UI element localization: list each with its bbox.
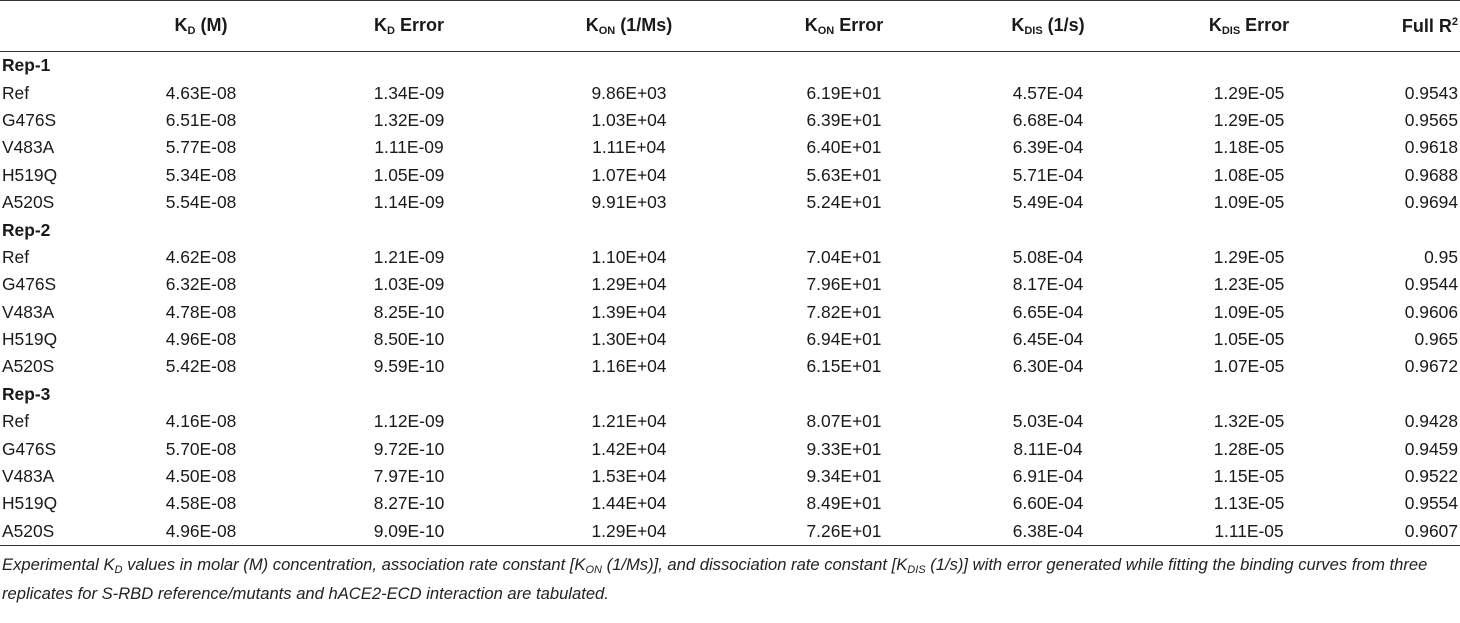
table-cell: 0.9544 xyxy=(1404,274,1458,295)
table-cell: 0.9618 xyxy=(1404,137,1458,158)
table-row xyxy=(0,134,1460,161)
table-cell: 5.63E+01 xyxy=(806,164,882,185)
column-header-unit: Error xyxy=(1240,15,1290,35)
column-header-unit: (1/Ms) xyxy=(615,15,673,35)
table-cell: 6.32E-08 xyxy=(165,274,237,295)
group-row xyxy=(0,52,1460,80)
table-cell: 7.97E-10 xyxy=(373,466,445,487)
table-cell: 5.49E-04 xyxy=(1012,192,1084,213)
table-cell: 4.63E-08 xyxy=(165,82,237,103)
column-header-main: K xyxy=(1011,15,1025,35)
column-header-main: K xyxy=(804,15,818,35)
table-cell: 5.08E-04 xyxy=(1012,246,1084,267)
table-body xyxy=(0,52,1460,546)
column-header-subscript: DIS xyxy=(1221,25,1241,37)
row-label: A520S xyxy=(0,518,104,546)
column-header-subscript: ON xyxy=(817,25,835,37)
column-header-main: K xyxy=(1208,15,1222,35)
table-cell: 7.96E+01 xyxy=(806,274,882,295)
table-cell: 5.77E-08 xyxy=(165,137,237,158)
table-cell: 1.07E+04 xyxy=(591,164,667,185)
table-row xyxy=(0,107,1460,134)
table-cell: 1.11E-05 xyxy=(1146,518,1352,546)
table-cell: 0.9688 xyxy=(1404,164,1458,185)
group-label: Rep-3 xyxy=(2,383,51,404)
table-cell: 6.68E-04 xyxy=(1012,109,1084,130)
table-cell: 1.11E+04 xyxy=(592,137,666,158)
header-corner xyxy=(0,1,104,52)
table-cell: 1.32E-05 xyxy=(1213,411,1285,432)
table-cell: 1.10E+04 xyxy=(591,246,667,267)
table-row xyxy=(0,189,1460,216)
table-row xyxy=(0,271,1460,298)
row-label: V483A xyxy=(2,301,55,322)
table-cell: 4.96E-08 xyxy=(165,329,237,350)
table-cell: 4.62E-08 xyxy=(165,246,237,267)
table-cell: 1.39E+04 xyxy=(591,301,667,322)
table-cell: 6.60E-04 xyxy=(1012,493,1084,514)
table-cell: 1.12E-09 xyxy=(373,411,445,432)
caption-text: (1/s)] with error generated while fitting the binding curves from three replicates for S-RBD reference/mutants and hACE2-ECD interaction are tabulated. xyxy=(2,555,1428,603)
table-cell: 1.42E+04 xyxy=(591,438,667,459)
table-cell: 1.23E-05 xyxy=(1213,274,1285,295)
table-cell: 6.39E+01 xyxy=(806,109,882,130)
row-label: Ref xyxy=(2,82,30,103)
table-row xyxy=(0,435,1460,462)
row-label: V483A xyxy=(2,137,55,158)
table-cell: 0.9543 xyxy=(1404,82,1458,103)
table-cell: 4.57E-04 xyxy=(1012,82,1084,103)
table-cell: 1.29E-05 xyxy=(1213,82,1285,103)
table-cell: 1.09E-05 xyxy=(1213,192,1285,213)
table-cell: 1.05E-05 xyxy=(1213,329,1285,350)
column-header-unit: (M) xyxy=(195,15,228,35)
caption-text: (1/Ms)], and dissociation rate constant [K xyxy=(601,555,908,574)
table-cell: 5.70E-08 xyxy=(165,438,237,459)
table-cell: 6.94E+01 xyxy=(806,329,882,350)
table-cell: 0.965 xyxy=(1414,329,1458,350)
table-cell: 6.19E+01 xyxy=(806,82,882,103)
table-cell: 8.25E-10 xyxy=(373,301,445,322)
table-cell: 5.34E-08 xyxy=(165,164,237,185)
table-cell: 9.91E+03 xyxy=(591,192,667,213)
table-cell: 1.03E-09 xyxy=(373,274,445,295)
table-cell: 1.34E-09 xyxy=(373,82,445,103)
column-header-unit: Error xyxy=(834,15,884,35)
column-header-main: Full R xyxy=(1401,15,1452,36)
caption-text: Experimental K xyxy=(2,555,115,574)
table-cell: 0.9459 xyxy=(1404,438,1458,459)
table-cell: 1.21E-09 xyxy=(373,246,445,267)
table-cell: 8.27E-10 xyxy=(373,493,445,514)
table-row xyxy=(0,326,1460,353)
table-header xyxy=(0,1,1460,52)
column-header-main: K xyxy=(585,15,599,35)
table-cell: 8.11E-04 xyxy=(1013,438,1083,459)
column-header xyxy=(1146,1,1352,52)
table-cell: 0.9694 xyxy=(1404,192,1458,213)
header-row xyxy=(0,1,1460,52)
column-header xyxy=(298,1,520,52)
table-cell: 1.05E-09 xyxy=(373,164,445,185)
table-cell: 1.28E-05 xyxy=(1213,438,1285,459)
table-cell: 1.13E-05 xyxy=(1213,493,1285,514)
row-label: H519Q xyxy=(2,493,58,514)
table-cell: 0.95 xyxy=(1424,246,1458,267)
table-row xyxy=(0,490,1460,517)
row-label: G476S xyxy=(2,274,57,295)
table-cell: 7.82E+01 xyxy=(806,301,882,322)
table-row xyxy=(0,299,1460,326)
group-row xyxy=(0,216,1460,243)
table-row xyxy=(0,244,1460,271)
table-cell: 1.21E+04 xyxy=(591,411,667,432)
table-cell: 9.09E-10 xyxy=(298,518,520,546)
table-cell: 5.42E-08 xyxy=(165,356,237,377)
table-cell: 1.09E-05 xyxy=(1213,301,1285,322)
table-cell: 5.54E-08 xyxy=(165,192,237,213)
table-cell: 5.03E-04 xyxy=(1012,411,1084,432)
column-header-main: K xyxy=(174,15,188,35)
table-cell: 5.71E-04 xyxy=(1012,164,1084,185)
table-cell: 1.15E-05 xyxy=(1213,466,1285,487)
row-label: A520S xyxy=(2,356,55,377)
group-label: Rep-1 xyxy=(2,55,51,76)
table-cell: 6.39E-04 xyxy=(1012,137,1084,158)
table-cell: 6.40E+01 xyxy=(806,137,882,158)
table-cell: 1.07E-05 xyxy=(1213,356,1285,377)
table-cell: 6.91E-04 xyxy=(1012,466,1084,487)
row-label: H519Q xyxy=(2,164,58,185)
table-cell: 6.45E-04 xyxy=(1012,329,1084,350)
table-cell: 1.29E+04 xyxy=(591,274,667,295)
column-header-subscript: D xyxy=(187,25,196,37)
table-cell: 1.16E+04 xyxy=(591,356,667,377)
table-cell: 1.14E-09 xyxy=(373,192,445,213)
caption-subscript: DIS xyxy=(907,564,926,576)
table-cell: 1.29E-05 xyxy=(1213,246,1285,267)
column-header-subscript: ON xyxy=(598,25,616,37)
table-cell: 4.16E-08 xyxy=(165,411,237,432)
table-cell: 0.9565 xyxy=(1404,109,1458,130)
table-cell: 6.30E-04 xyxy=(1012,356,1084,377)
table-cell: 4.78E-08 xyxy=(165,301,237,322)
table-cell: 1.30E+04 xyxy=(591,329,667,350)
group-label: Rep-2 xyxy=(2,219,51,240)
table-cell: 1.18E-05 xyxy=(1213,137,1285,158)
table-cell: 0.9554 xyxy=(1404,493,1458,514)
table-row xyxy=(0,408,1460,435)
table-cell: 4.58E-08 xyxy=(165,493,237,514)
column-header xyxy=(520,1,738,52)
column-header-subscript: D xyxy=(387,25,395,37)
table-cell: 0.9607 xyxy=(1352,518,1460,546)
table-cell: 7.26E+01 xyxy=(738,518,950,546)
caption-subscript: ON xyxy=(585,564,602,576)
table-cell: 9.33E+01 xyxy=(806,438,882,459)
column-header xyxy=(950,1,1146,52)
column-header-superscript: 2 xyxy=(1451,15,1458,28)
caption-subscript: D xyxy=(114,564,123,576)
table-cell: 9.59E-10 xyxy=(373,356,445,377)
table-cell: 6.38E-04 xyxy=(950,518,1146,546)
table-row xyxy=(0,353,1460,380)
column-header xyxy=(104,1,298,52)
table-row xyxy=(0,79,1460,106)
table-cell: 0.9606 xyxy=(1404,301,1458,322)
table-cell: 1.03E+04 xyxy=(591,109,667,130)
row-label: Ref xyxy=(2,411,30,432)
table-cell: 8.07E+01 xyxy=(806,411,882,432)
table-row xyxy=(0,463,1460,490)
table-cell: 9.72E-10 xyxy=(373,438,445,459)
table-cell: 9.34E+01 xyxy=(806,466,882,487)
table-cell: 7.04E+01 xyxy=(806,246,882,267)
table-row xyxy=(0,518,1460,546)
table-cell: 0.9522 xyxy=(1404,466,1458,487)
table-cell: 1.44E+04 xyxy=(591,493,667,514)
table-cell: 0.9672 xyxy=(1404,356,1458,377)
table-cell: 4.96E-08 xyxy=(104,518,298,546)
column-header xyxy=(738,1,950,52)
table-cell: 6.51E-08 xyxy=(165,109,237,130)
table-caption xyxy=(2,553,1458,606)
table-cell: 8.49E+01 xyxy=(806,493,882,514)
table-cell: 1.53E+04 xyxy=(591,466,667,487)
row-label: Ref xyxy=(2,246,30,267)
table-cell: 6.65E-04 xyxy=(1012,301,1084,322)
group-row xyxy=(0,381,1460,408)
table-cell: 1.08E-05 xyxy=(1213,164,1285,185)
row-label: G476S xyxy=(2,438,57,459)
row-label: A520S xyxy=(2,192,55,213)
table-cell: 4.50E-08 xyxy=(165,466,237,487)
table-row xyxy=(0,162,1460,189)
table-cell: 5.24E+01 xyxy=(806,192,882,213)
row-label: G476S xyxy=(2,109,57,130)
table-cell: 1.11E-09 xyxy=(374,137,444,158)
column-header-unit: Error xyxy=(394,15,444,35)
table-cell: 1.32E-09 xyxy=(373,109,445,130)
row-label: H519Q xyxy=(2,329,58,350)
table-cell: 1.29E-05 xyxy=(1213,109,1285,130)
table-cell: 0.9428 xyxy=(1404,411,1458,432)
column-header-unit: (1/s) xyxy=(1042,15,1085,35)
column-header-main: K xyxy=(374,15,387,35)
table-cell: 8.50E-10 xyxy=(373,329,445,350)
table-cell: 8.17E-04 xyxy=(1012,274,1084,295)
caption-text: values in molar (M) concentration, association rate constant [K xyxy=(122,555,586,574)
column-header-subscript: DIS xyxy=(1024,25,1043,37)
column-header xyxy=(1352,1,1460,52)
row-label: V483A xyxy=(2,466,55,487)
table-cell: 6.15E+01 xyxy=(806,356,882,377)
table-cell: 9.86E+03 xyxy=(591,82,667,103)
table-cell: 1.29E+04 xyxy=(520,518,738,546)
